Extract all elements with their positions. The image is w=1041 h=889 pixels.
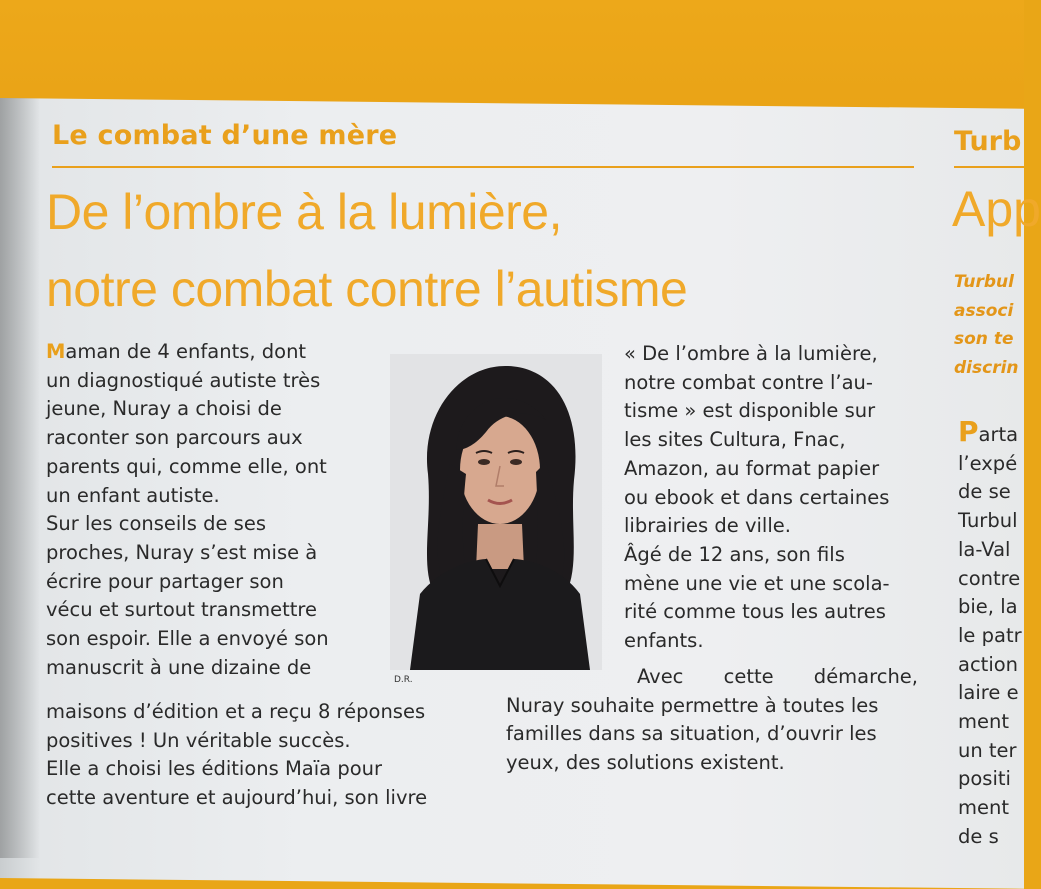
page-gutter-shadow — [0, 98, 40, 858]
body-line: ment — [958, 710, 1009, 734]
paragraph-line: un enfant autiste. — [46, 483, 220, 507]
paragraph-line: les sites Cultura, Fnac, — [624, 428, 846, 452]
body-column-2 — [624, 340, 918, 656]
paragraph-line: Avec cette démarche, — [636, 665, 918, 688]
body-line: bie, la — [958, 595, 1018, 619]
portrait-illustration — [390, 354, 602, 670]
intro-line: son te — [954, 329, 1014, 349]
paragraph-line: « De l’ombre à la lumière, — [624, 342, 878, 365]
body-column-1 — [46, 338, 366, 682]
paragraph-line: Nuray souhaite permettre à toutes les — [506, 693, 879, 717]
paragraph-line: familles dans sa situation, d’ouvrir les — [506, 722, 877, 746]
photo-credit: D.R. — [394, 675, 413, 685]
paragraph-line: un diagnostiqué autiste très — [46, 368, 321, 392]
article-kicker: Le combat d’une mère — [52, 120, 398, 151]
body-line: de s — [958, 824, 999, 848]
next-article-kicker: Turb — [954, 126, 1022, 157]
paragraph-line: cette aventure et aujourd’hui, son livre — [46, 786, 428, 810]
next-drop-cap: P — [958, 415, 979, 448]
body-line: la-Val — [958, 537, 1011, 561]
paragraph-line: rité comme tous les autres — [624, 600, 886, 624]
paragraph-line: notre combat contre l’au- — [624, 370, 873, 394]
paragraph-line: Amazon, au format papier — [624, 456, 880, 480]
next-article-headline: App — [952, 181, 1041, 237]
paragraph-line: parents qui, comme elle, ont — [46, 454, 327, 478]
paragraph-line: Maman de 4 enfants, dont — [46, 340, 307, 363]
body-line: le patr — [958, 623, 1022, 647]
paragraph-line: tisme » est disponible sur — [624, 399, 876, 423]
body-line: action — [958, 652, 1019, 676]
paragraph-line: enfants. — [624, 629, 704, 653]
body-line: de se — [958, 480, 1011, 504]
body-line: l’expé — [958, 451, 1018, 475]
headline-line-2: notre combat contre l’autisme — [46, 261, 688, 317]
article-headline — [46, 174, 926, 328]
headline-line-1: De l’ombre à la lumière, — [46, 184, 562, 240]
body-column-2-wide — [506, 663, 918, 778]
paragraph-line: Sur les conseils de ses — [46, 512, 266, 536]
intro-line: associ — [954, 300, 1014, 321]
paragraph-line: positives ! Un véritable succès. — [46, 728, 351, 752]
paragraph-line: librairies de ville. — [624, 514, 791, 538]
paragraph-line: écrire pour partager son — [46, 569, 284, 593]
drop-cap: M — [46, 340, 66, 363]
paragraph-line: vécu et surtout transmettre — [46, 598, 317, 622]
paragraph-line: mène une vie et une scola- — [624, 571, 890, 595]
kicker-divider — [52, 166, 914, 168]
body-line: laire e — [958, 681, 1019, 705]
author-portrait-photo — [390, 354, 602, 670]
paragraph-line: ou ebook et dans certaines — [624, 485, 890, 509]
body-line: ment — [958, 796, 1009, 820]
paragraph-line: Âgé de 12 ans, son fils — [624, 542, 845, 566]
paragraph-line: jeune, Nuray a choisi de — [46, 397, 282, 421]
paragraph-line: maisons d’édition et a reçu 8 réponses — [46, 700, 426, 723]
next-article-divider — [954, 166, 1024, 168]
paragraph-line: Elle a choisi les éditions Maïa pour — [46, 757, 383, 781]
paragraph-line: yeux, des solutions existent. — [506, 751, 785, 775]
paragraph-line: raconter son parcours aux — [46, 426, 303, 450]
next-article-body — [958, 415, 1024, 852]
paragraph-line: proches, Nuray s’est mise à — [46, 540, 318, 564]
body-line: Turbul — [958, 509, 1018, 533]
body-column-1-wide — [46, 698, 474, 813]
body-line: contre — [958, 566, 1021, 590]
paragraph-line: manuscrit à une dizaine de — [46, 655, 312, 679]
body-line: Parta — [958, 415, 1019, 448]
next-article-intro — [954, 268, 1024, 382]
paragraph-line: son espoir. Elle a envoyé son — [46, 627, 329, 651]
intro-line: discrin — [954, 357, 1019, 378]
body-line: positi — [958, 767, 1011, 791]
body-line: un ter — [958, 738, 1017, 762]
intro-line: Turbul — [954, 272, 1014, 292]
